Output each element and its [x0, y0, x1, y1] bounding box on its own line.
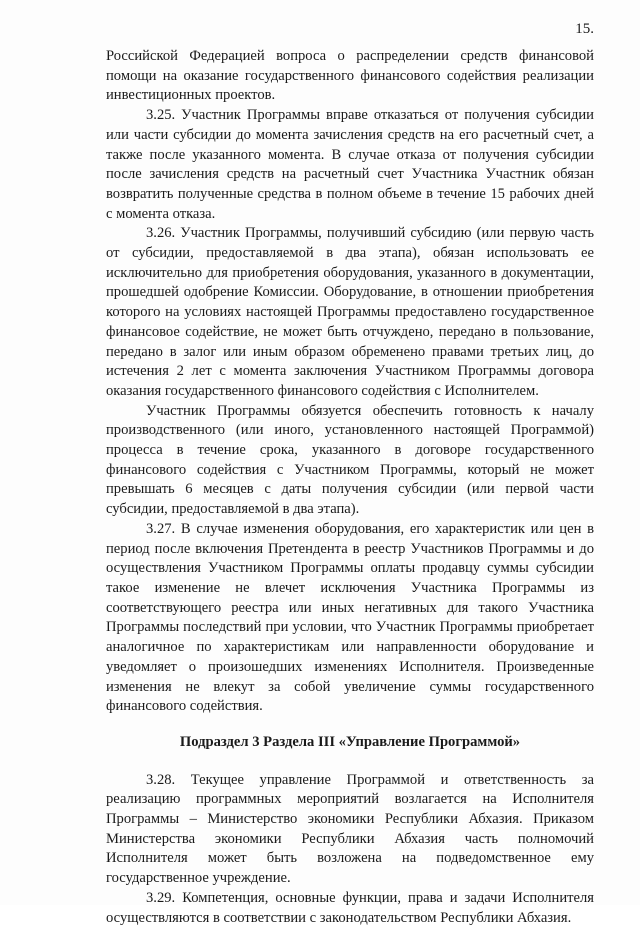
paragraph-participant-obligation: Участник Программы обязуется обеспечить готовность к началу производственного (или иного, установленного настоящей Программой) процесса в течение срока, указанного в договоре государственного финансового содействия с Участником Программы, который не может превышать 6 месяцев с даты получения субсидии (или первой части субсидии, предоставляемой в два этапа). [106, 402, 594, 518]
section-heading: Подраздел 3 Раздела III «Управление Программой» [179, 733, 521, 750]
paragraph-continuation: Российской Федерацией вопроса о распределении средств финансовой помощи на оказание государственного финансового содействия реализации инвестиционных проектов. [106, 48, 594, 104]
document-body [106, 47, 594, 928]
paragraph-3-28: 3.28. Текущее управление Программой и ответственность за реализацию программных мероприятий возлагается на Исполнителя Программы – Министерство экономики Республики Абхазия. Приказом Министерства экономики Республики Абхазия часть полномочий Исполнителя может быть возложена на подведомственное ему государственное учреждение. [106, 771, 594, 887]
page-number: 15. [575, 21, 594, 37]
paragraph-3-25: 3.25. Участник Программы вправе отказаться от получения субсидии или части субсидии до момента зачисления средств на его расчетный счет, а также после указанного момента. В случае отказа от получения субсидии после зачисления средств на расчетный счет Участника Участник обязан возвратить полученные средства в полном объеме в течение 15 рабочих дней с момента отказа. [106, 107, 594, 222]
paragraph-3-26: 3.26. Участник Программы, получивший субсидию (или первую часть от субсидии, предоставляемой в два этапа), обязан использовать ее исключительно для приобретения оборудования, указанного в документации, прошедшей одобрение Комиссии. Оборудование, в отношении приобретения которого на условиях настоящей Программы предоставлено государственное финансовое содействие, не может быть отчуждено, передано в пользование, передано в залог или иным образом обременено правами третьих лиц, до истечения 2 лет с момента заключения Участником Программы договора оказания государственного финансового содействия с Исполнителем. [106, 225, 594, 399]
paragraph-3-27: 3.27. В случае изменения оборудования, его характеристик или цен в период после включения Претендента в реестр Участников Программы и до осуществления Участником Программы оплаты продавцу суммы субсидии такое изменение не влечет исключения Участника Программы из соответствующего реестра или иных негативных для такого Участника Программы последствий при условии, что Участник Программы приобретает аналогичное по характеристикам или направленности оборудование и уведомляет о произошедших изменениях Исполнителя. Произведенные изменения не влекут за собой увеличение суммы государственного финансового содействия. [106, 520, 594, 715]
paragraph-3-29: 3.29. Компетенция, основные функции, права и задачи Исполнителя осуществляются в соответствии с законодательством Республики Абхазия. [106, 889, 594, 926]
